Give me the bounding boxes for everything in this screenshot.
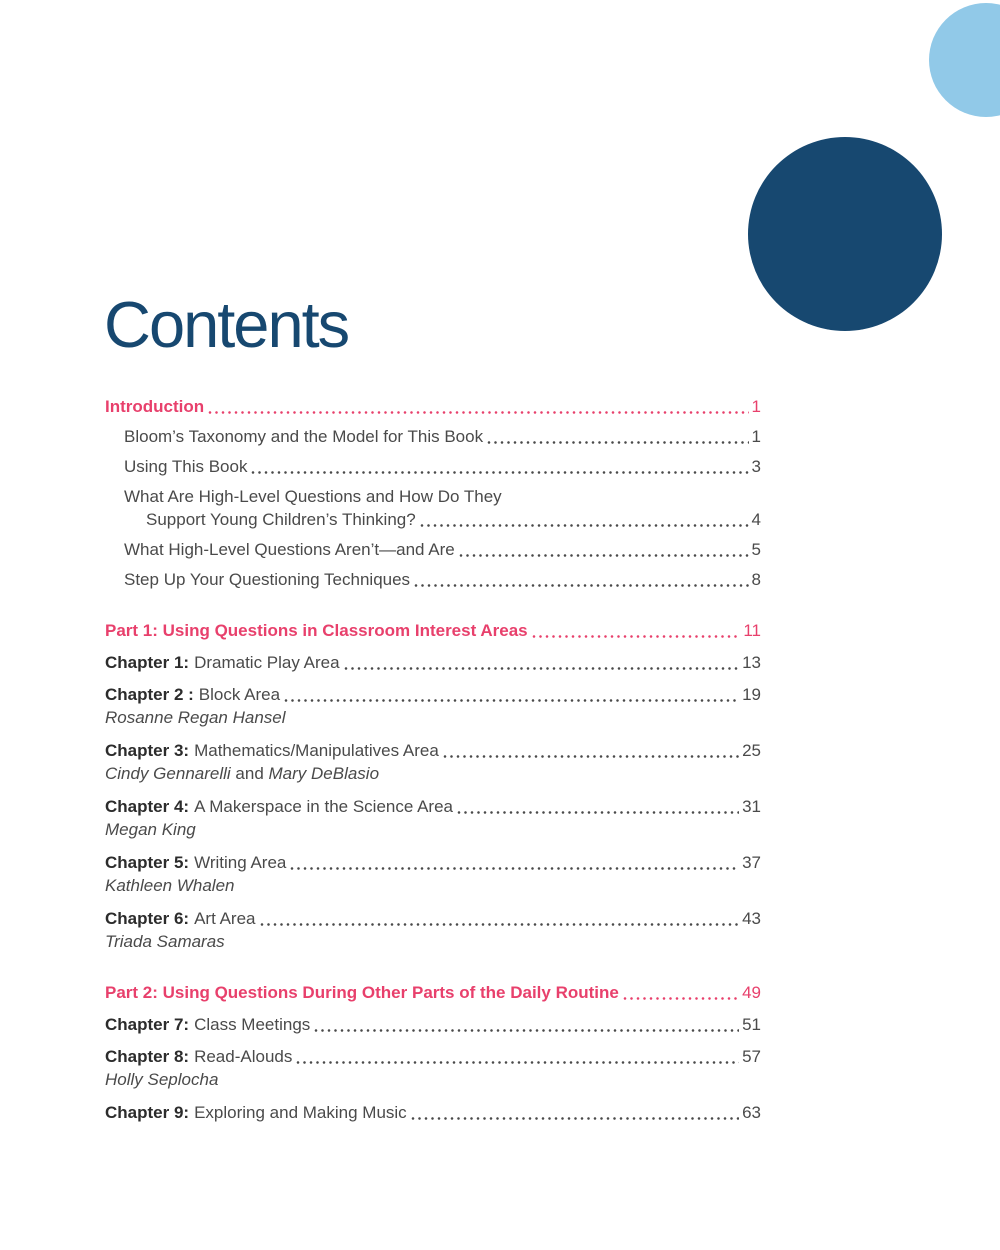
dot-leader: [457, 810, 739, 815]
chapter-prefix: Chapter 4:: [105, 797, 190, 816]
toc-author-line: [105, 819, 761, 840]
chapter-title: Class Meetings: [194, 1015, 311, 1034]
toc-item-label: Step Up Your Questioning Techniques: [124, 570, 411, 589]
dot-leader: [314, 1028, 739, 1033]
page-number: 4: [751, 510, 761, 529]
author-name: Holly Seplocha: [105, 1070, 219, 1089]
author-name: Cindy Gennarelli: [105, 764, 231, 783]
author-name: Triada Samaras: [105, 932, 225, 951]
page-number: 8: [751, 570, 761, 589]
decorative-circle-navy: [748, 137, 942, 331]
dot-leader: [414, 583, 748, 588]
toc-chapter-entry: [105, 1014, 761, 1035]
page-number: 31: [742, 797, 761, 816]
chapter-title: Art Area: [194, 909, 256, 928]
toc-item-label: Using This Book: [124, 457, 248, 476]
dot-leader: [251, 470, 748, 475]
dot-leader: [532, 634, 741, 639]
dot-leader: [290, 866, 739, 871]
toc-chapter-entry: [105, 852, 761, 873]
toc-section-heading-label: Part 1: Using Questions in Classroom Interest Areas: [105, 621, 528, 640]
chapter-title: Block Area: [198, 685, 281, 704]
page-number: 11: [743, 621, 761, 640]
page-number: 19: [742, 685, 761, 704]
page-number: 57: [742, 1047, 761, 1066]
chapter-title: Writing Area: [194, 853, 287, 872]
toc-item-label: Bloom’s Taxonomy and the Model for This Book: [124, 427, 484, 446]
toc-item-label: Support Young Children’s Thinking?: [146, 510, 416, 529]
toc-chapter-entry: [105, 1046, 761, 1067]
toc-author-line: [105, 763, 761, 784]
toc-chapter-entry: [105, 652, 761, 673]
toc-section-heading: [105, 396, 761, 417]
page-number: 1: [751, 427, 761, 446]
toc-item: [105, 426, 761, 447]
toc-item: [105, 456, 761, 477]
chapter-title: Mathematics/Manipulatives Area: [194, 741, 439, 760]
author-name: Rosanne Regan Hansel: [105, 708, 286, 727]
dot-leader: [296, 1060, 739, 1065]
toc-item-label: What High-Level Questions Aren’t—and Are: [124, 540, 455, 559]
dot-leader: [260, 922, 740, 927]
toc-author-line: [105, 707, 761, 728]
author-name: Megan King: [105, 820, 196, 839]
dot-leader: [623, 996, 739, 1001]
chapter-title: A Makerspace in the Science Area: [194, 797, 454, 816]
toc-section-heading: [105, 982, 761, 1003]
dot-leader: [420, 523, 749, 528]
page-number: 3: [751, 457, 761, 476]
toc-section-heading-label: Introduction: [105, 397, 205, 416]
toc-chapter-entry: [105, 1102, 761, 1123]
toc-item: [105, 539, 761, 560]
toc-author-line: [105, 875, 761, 896]
author-name: Mary DeBlasio: [268, 764, 380, 783]
toc-item-line1: What Are High-Level Questions and How Do They: [124, 487, 502, 506]
page-number: 25: [742, 741, 761, 760]
chapter-prefix: Chapter 8:: [105, 1047, 190, 1066]
toc-item: [105, 569, 761, 590]
page-number: 13: [742, 653, 761, 672]
chapter-prefix: Chapter 9:: [105, 1103, 190, 1122]
table-of-contents: [105, 396, 761, 1123]
chapter-prefix: Chapter 6:: [105, 909, 190, 928]
toc-author-line: [105, 1069, 761, 1090]
chapter-title: Dramatic Play Area: [194, 653, 340, 672]
page-number: 43: [742, 909, 761, 928]
page-number: 63: [742, 1103, 761, 1122]
decorative-circle-light: [929, 3, 1000, 117]
chapter-title: Exploring and Making Music: [194, 1103, 407, 1122]
author-name: Kathleen Whalen: [105, 876, 235, 895]
toc-chapter-entry: [105, 684, 761, 705]
toc-author-line: [105, 931, 761, 952]
toc-chapter-entry: [105, 908, 761, 929]
chapter-prefix: Chapter 7:: [105, 1015, 190, 1034]
author-name: and: [230, 764, 269, 783]
toc-section-heading-label: Part 2: Using Questions During Other Parts of the Daily Routine: [105, 983, 619, 1002]
chapter-prefix: Chapter 2 :: [105, 685, 194, 704]
chapter-prefix: Chapter 5:: [105, 853, 190, 872]
dot-leader: [284, 698, 739, 703]
page-number: 1: [751, 397, 761, 416]
dot-leader: [487, 440, 748, 445]
dot-leader: [459, 553, 749, 558]
page-number: 51: [742, 1015, 761, 1034]
dot-leader: [208, 410, 748, 415]
dot-leader: [443, 754, 739, 759]
page-number: 5: [751, 540, 761, 559]
chapter-title: Read-Alouds: [194, 1047, 293, 1066]
page-number: 49: [742, 983, 761, 1002]
dot-leader: [344, 666, 740, 671]
page-number: 37: [742, 853, 761, 872]
chapter-prefix: Chapter 1:: [105, 653, 190, 672]
toc-section-heading: [105, 620, 761, 641]
toc-item: [105, 509, 761, 530]
toc-chapter-entry: [105, 796, 761, 817]
page-title: Contents: [104, 287, 349, 361]
chapter-prefix: Chapter 3:: [105, 741, 190, 760]
dot-leader: [411, 1116, 739, 1121]
toc-chapter-entry: [105, 740, 761, 761]
